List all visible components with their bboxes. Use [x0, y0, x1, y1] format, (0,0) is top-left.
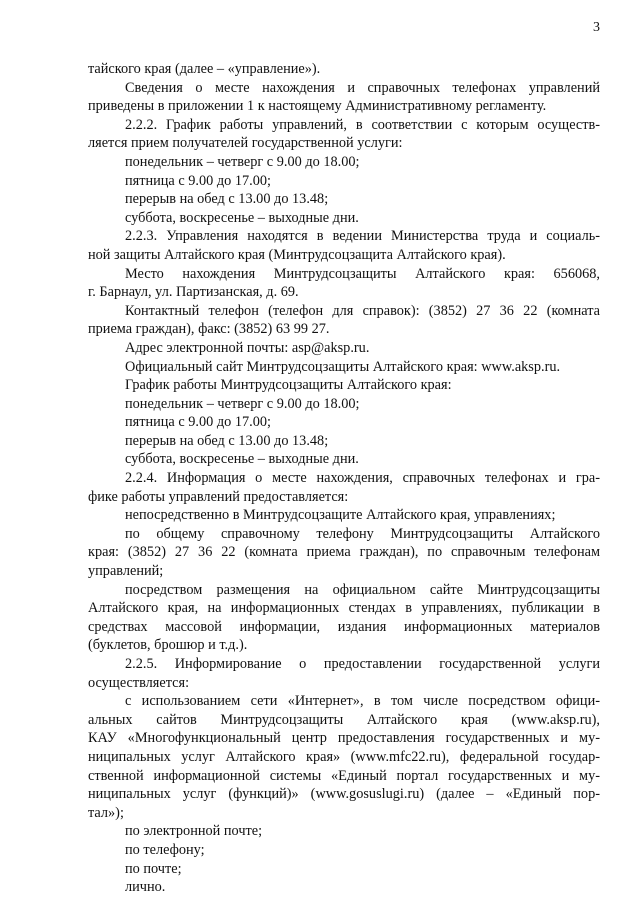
- text-line: Алтайского края, на информационных стендах в управлениях, публикации в: [88, 600, 600, 617]
- text-line: с использованием сети «Интернет», в том числе посредством офици-: [125, 693, 600, 710]
- text-line: посредством размещения на официальном сайте Минтрудсоцзащиты: [125, 581, 600, 598]
- text-line: График работы Минтрудсоцзащиты Алтайского края:: [125, 377, 452, 394]
- text-line: фике работы управлений предоставляется:: [88, 488, 349, 505]
- text-line: понедельник – четверг с 9.00 до 18.00;: [125, 395, 360, 412]
- text-line: Адрес электронной почты: asp@aksp.ru.: [125, 339, 370, 356]
- text-line: Сведения о месте нахождения и справочных телефонах управлений: [125, 79, 600, 96]
- text-line: перерыв на обед с 13.00 до 13.48;: [125, 191, 329, 208]
- text-line: г. Барнаул, ул. Партизанская, д. 69.: [88, 284, 299, 301]
- text-line: тайского края (далее – «управление»).: [88, 61, 321, 77]
- text-line: тал»);: [88, 804, 124, 821]
- text-line: приведены в приложении 1 к настоящему Административному регламенту.: [88, 98, 547, 115]
- page-number: 3: [593, 20, 600, 35]
- text-line: 2.2.3. Управления находятся в ведении Министерства труда и социаль-: [125, 228, 600, 245]
- text-line: ниципальных услуг (функций)» (www.gosuslugi.ru) (далее – «Единый пор-: [88, 786, 600, 803]
- text-line: ной защиты Алтайского края (Минтрудсоцзащита Алтайского края).: [88, 246, 506, 263]
- text-line: Официальный сайт Минтрудсоцзащиты Алтайского края: www.aksp.ru.: [125, 358, 561, 375]
- text-line: ляется прием получателей государственной услуги:: [88, 135, 403, 152]
- text-line: понедельник – четверг с 9.00 до 18.00;: [125, 153, 360, 170]
- text-line: перерыв на обед с 13.00 до 13.48;: [125, 432, 329, 449]
- text-line: края: (3852) 27 36 22 (комната приема граждан), по справочным телефонам: [88, 544, 600, 561]
- text-line: пятница с 9.00 до 17.00;: [125, 414, 271, 431]
- text-line: ниципальных услуг Алтайского края» (www.mfc22.ru), федеральной государ-: [88, 748, 600, 765]
- text-line: 2.2.2. График работы управлений, в соответствии с которым осуществ-: [125, 116, 600, 133]
- text-line: КАУ «Многофункциональный центр предоставления государственных и му-: [88, 730, 600, 747]
- text-line: по электронной почте;: [125, 823, 263, 840]
- text-line: 2.2.5. Информирование о предоставлении государственной услуги: [125, 656, 600, 672]
- text-line: управлений;: [88, 563, 164, 580]
- text-line: приема граждан), факс: (3852) 63 99 27.: [88, 321, 330, 338]
- text-line: альных сайтов Минтрудсоцзащиты Алтайского края (www.aksp.ru),: [88, 711, 600, 728]
- text-line: по телефону;: [125, 841, 205, 858]
- text-line: 2.2.4. Информация о месте нахождения, справочных телефонах и гра-: [125, 470, 600, 487]
- document-body: [88, 60, 600, 897]
- text-line: Место нахождения Минтрудсоцзащиты Алтайского края: 656068,: [125, 265, 600, 282]
- text-line: по общему справочному телефону Минтрудсоцзащиты Алтайского: [125, 525, 600, 542]
- text-line: ственной информационной системы «Единый портал государственных и му-: [88, 767, 600, 784]
- text-line: лично.: [125, 879, 166, 896]
- text-line: пятница с 9.00 до 17.00;: [125, 172, 271, 189]
- text-line: осуществляется:: [88, 674, 190, 691]
- text-line: (буклетов, брошюр и т.д.).: [88, 637, 248, 654]
- text-line: суббота, воскресенье – выходные дни.: [125, 209, 359, 226]
- text-line: Контактный телефон (телефон для справок): (3852) 27 36 22 (комната: [125, 302, 600, 319]
- text-line: по почте;: [125, 860, 182, 877]
- text-line: суббота, воскресенье – выходные дни.: [125, 451, 359, 468]
- text-line: средствах массовой информации, издания информационных материалов: [88, 618, 600, 635]
- text-line: непосредственно в Минтрудсоцзащите Алтайского края, управлениях;: [125, 507, 556, 524]
